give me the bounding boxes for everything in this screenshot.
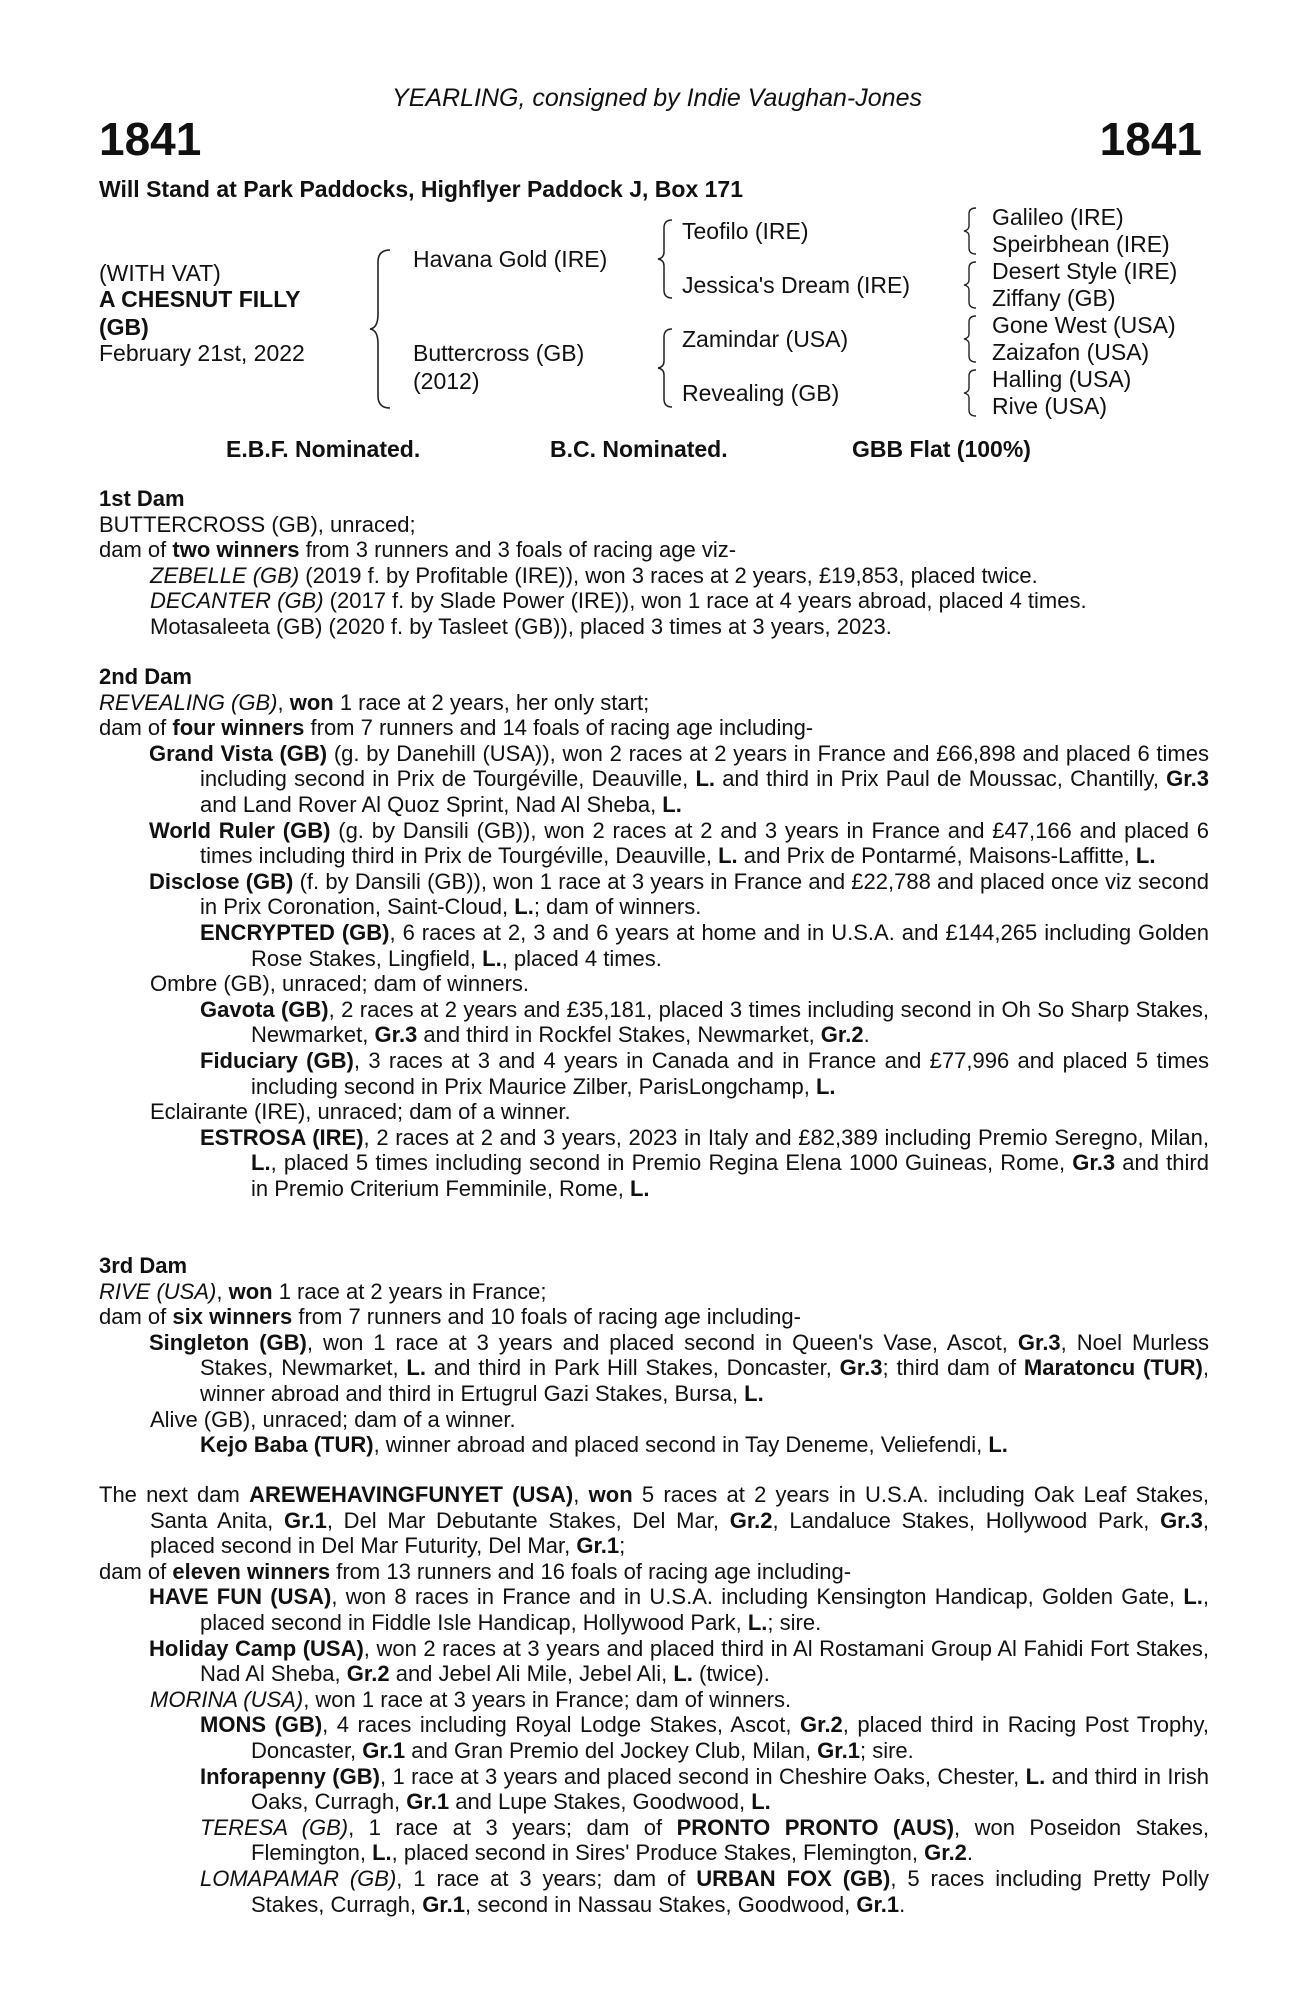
pedigree-dam: Buttercross (GB) (413, 340, 585, 366)
pedigree-brace-g2 (962, 260, 980, 310)
progeny-entry: Alive (GB), unraced; dam of a winner. (150, 1406, 516, 1432)
progeny-entry: Ombre (GB), unraced; dam of winners. (150, 971, 530, 997)
progeny-entry: Eclairante (IRE), unraced; dam of a winner. (150, 1099, 571, 1125)
pedigree-sire-dam: Jessica's Dream (IRE) (682, 272, 911, 298)
pedigree-brace-sire (656, 218, 678, 300)
dam-line: RIVE (USA), won 1 race at 2 years in France; (99, 1278, 547, 1304)
pedigree-brace-main (368, 248, 398, 410)
progeny-entry: Fiduciary (GB), 3 races at 3 and 4 years in Canada and in France and £77,996 and placed 5 times including second in Prix Maurice Zilber, ParisLongchamp, L. (200, 1047, 1209, 1099)
pedigree-g-dds: Halling (USA) (992, 366, 1132, 392)
dam-line: dam of six winners from 7 runners and 10 foals of racing age including- (99, 1304, 801, 1330)
pedigree-g-ssd: Speirbhean (IRE) (992, 231, 1170, 257)
progeny-entry: TERESA (GB), 1 race at 3 years; dam of PRONTO PRONTO (AUS), won Poseidon Stakes, Flemington, L., placed second in Sires' Produce Stakes, Flemington, Gr.2. (200, 1814, 1209, 1866)
consignment-line: YEARLING, consigned by Indie Vaughan-Jones (392, 84, 922, 112)
progeny-entry: World Ruler (GB) (g. by Dansili (GB)), won 2 races at 2 and 3 years in France and £47,166 and placed 6 times including third in Prix de Tourgéville, Deauville, L. and Prix de Pontarmé, Maisons-Laffitte, L. (149, 817, 1210, 869)
bc-nomination: B.C. Nominated. (550, 436, 728, 462)
dam-line: dam of four winners from 7 runners and 14 foals of racing age including- (99, 715, 814, 741)
progeny-entry: ESTROSA (IRE), 2 races at 2 and 3 years, 2023 in Italy and £82,389 including Premio Seregno, Milan, L., placed 5 times including second in Premio Regina Elena 1000 Guineas, Rome, Gr.3 and third in Premio Criterium Femminile, Rome, L. (200, 1124, 1209, 1201)
horse-country: (GB) (99, 314, 149, 340)
horse-name: A CHESNUT FILLY (99, 286, 301, 312)
progeny-entry: MORINA (USA), won 1 race at 3 years in France; dam of winners. (150, 1686, 792, 1712)
progeny-entry: Grand Vista (GB) (g. by Danehill (USA)), won 2 races at 2 years in France and £66,898 and placed 6 times including second in Prix de Tourgéville, Deauville, L. and third in Prix Paul de Moussac, Chantilly, Gr.3 and Land Rover Al Quoz Sprint, Nad Al Sheba, L. (149, 740, 1209, 817)
stand-location: Will Stand at Park Paddocks, Highflyer Paddock J, Box 171 (99, 176, 743, 202)
pedigree-sire: Havana Gold (IRE) (413, 246, 608, 272)
pedigree-g-dss: Gone West (USA) (992, 312, 1176, 338)
progeny-entry: MONS (GB), 4 races including Royal Lodge Stakes, Ascot, Gr.2, placed third in Racing Post Trophy, Doncaster, Gr.1 and Gran Premio del Jockey Club, Milan, Gr.1; sire. (200, 1712, 1209, 1763)
progeny-entry: Holiday Camp (USA), won 2 races at 3 years and placed third in Al Rostamani Group Al Fahidi Fort Stakes, Nad Al Sheba, Gr.2 and Jebel Ali Mile, Jebel Ali, L. (twice). (149, 1635, 1209, 1687)
pedigree-brace-dam (656, 327, 678, 409)
third-dam-section (99, 1253, 1209, 1458)
section-heading: 1st Dam (99, 486, 185, 511)
progeny-entry: HAVE FUN (USA), won 8 races in France and in U.S.A. including Kensington Handicap, Golden Gate, L., placed second in Fiddle Isle Handicap, Hollywood Park, L.; sire. (149, 1584, 1210, 1635)
progeny-line: ZEBELLE (GB) (2019 f. by Profitable (IRE)), won 3 races at 2 years, £19,853, placed twice. (150, 562, 1038, 588)
pedigree-brace-g3 (962, 314, 980, 364)
pedigree-g-sdd: Ziffany (GB) (992, 285, 1116, 311)
section-heading: 2nd Dam (99, 664, 192, 689)
dam-line: The next dam AREWEHAVINGFUNYET (USA), won 5 races at 2 years in U.S.A. including Oak Leaf Stakes, Santa Anita, Gr.1, Del Mar Debutante Stakes, Del Mar, Gr.2, Landaluce Stakes, Hollywood Park, Gr.3, placed second in Del Mar Futurity, Del Mar, Gr.1; (99, 1482, 1209, 1559)
progeny-entry: Disclose (GB) (f. by Dansili (GB)), won 1 race at 3 years in France and £22,788 and placed once viz second in Prix Coronation, Saint-Cloud, L.; dam of winners. (149, 868, 1209, 920)
progeny-entry: Inforapenny (GB), 1 race at 3 years and placed second in Cheshire Oaks, Chester, L. and third in Irish Oaks, Curragh, Gr.1 and Lupe Stakes, Goodwood, L. (200, 1763, 1209, 1815)
pedigree-sire-sire: Teofilo (IRE) (682, 218, 809, 244)
pedigree-g-dsd: Zaizafon (USA) (992, 339, 1150, 365)
lot-number-right: 1841 (1099, 113, 1202, 165)
dam-line: BUTTERCROSS (GB), unraced; (99, 511, 416, 537)
progeny-line: DECANTER (GB) (2017 f. by Slade Power (IRE)), won 1 race at 4 years abroad, placed 4 times. (150, 588, 1087, 614)
lot-number-left: 1841 (99, 113, 202, 165)
pedigree-g-sds: Desert Style (IRE) (992, 258, 1178, 284)
foaling-date: February 21st, 2022 (99, 340, 305, 366)
section-heading: 3rd Dam (99, 1253, 188, 1278)
first-dam-section (99, 486, 1209, 640)
second-dam-section (99, 664, 1209, 1201)
ebf-nomination: E.B.F. Nominated. (226, 436, 421, 462)
pedigree-brace-g4 (962, 368, 980, 418)
progeny-entry: ENCRYPTED (GB), 6 races at 2, 3 and 6 years at home and in U.S.A. and £144,265 including Golden Rose Stakes, Lingfield, L., placed 4 times. (200, 919, 1209, 971)
pedigree-g-ddd: Rive (USA) (992, 393, 1108, 419)
pedigree-g-sss: Galileo (IRE) (992, 204, 1124, 230)
dam-line: dam of eleven winners from 13 runners and 16 foals of racing age including- (99, 1558, 852, 1584)
progeny-line: Motasaleeta (GB) (2020 f. by Tasleet (GB)), placed 3 times at 3 years, 2023. (150, 613, 892, 639)
gbb-flat: GBB Flat (100%) (852, 436, 1031, 462)
pedigree-dam-sire: Zamindar (USA) (682, 326, 849, 352)
dam-line: dam of two winners from 3 runners and 3 foals of racing age viz- (99, 537, 737, 563)
progeny-entry: Gavota (GB), 2 races at 2 years and £35,181, placed 3 times including second in Oh So Sharp Stakes, Newmarket, Gr.3 and third in Rockfel Stakes, Newmarket, Gr.2. (200, 996, 1210, 1048)
progeny-entry: Kejo Baba (TUR), winner abroad and placed second in Tay Deneme, Veliefendi, L. (200, 1432, 1008, 1458)
progeny-entry: Singleton (GB), won 1 race at 3 years and placed second in Queen's Vase, Ascot, Gr.3, Noel Murless Stakes, Newmarket, L. and third in Park Hill Stakes, Doncaster, Gr.3; third dam of Maratoncu (TUR), winner abroad and third in Ertugrul Gazi Stakes, Bursa, L. (149, 1329, 1210, 1406)
vat-note: (WITH VAT) (99, 260, 221, 286)
dam-line: REVEALING (GB), won 1 race at 2 years, her only start; (99, 689, 650, 715)
next-dam-section (99, 1482, 1209, 1917)
pedigree-dam-dam: Revealing (GB) (682, 380, 840, 406)
progeny-entry: LOMAPAMAR (GB), 1 race at 3 years; dam of URBAN FOX (GB), 5 races including Pretty Polly Stakes, Curragh, Gr.1, second in Nassau Stakes, Goodwood, Gr.1. (200, 1865, 1209, 1917)
pedigree-brace-g1 (962, 206, 980, 256)
pedigree-dam-year: (2012) (413, 368, 480, 394)
